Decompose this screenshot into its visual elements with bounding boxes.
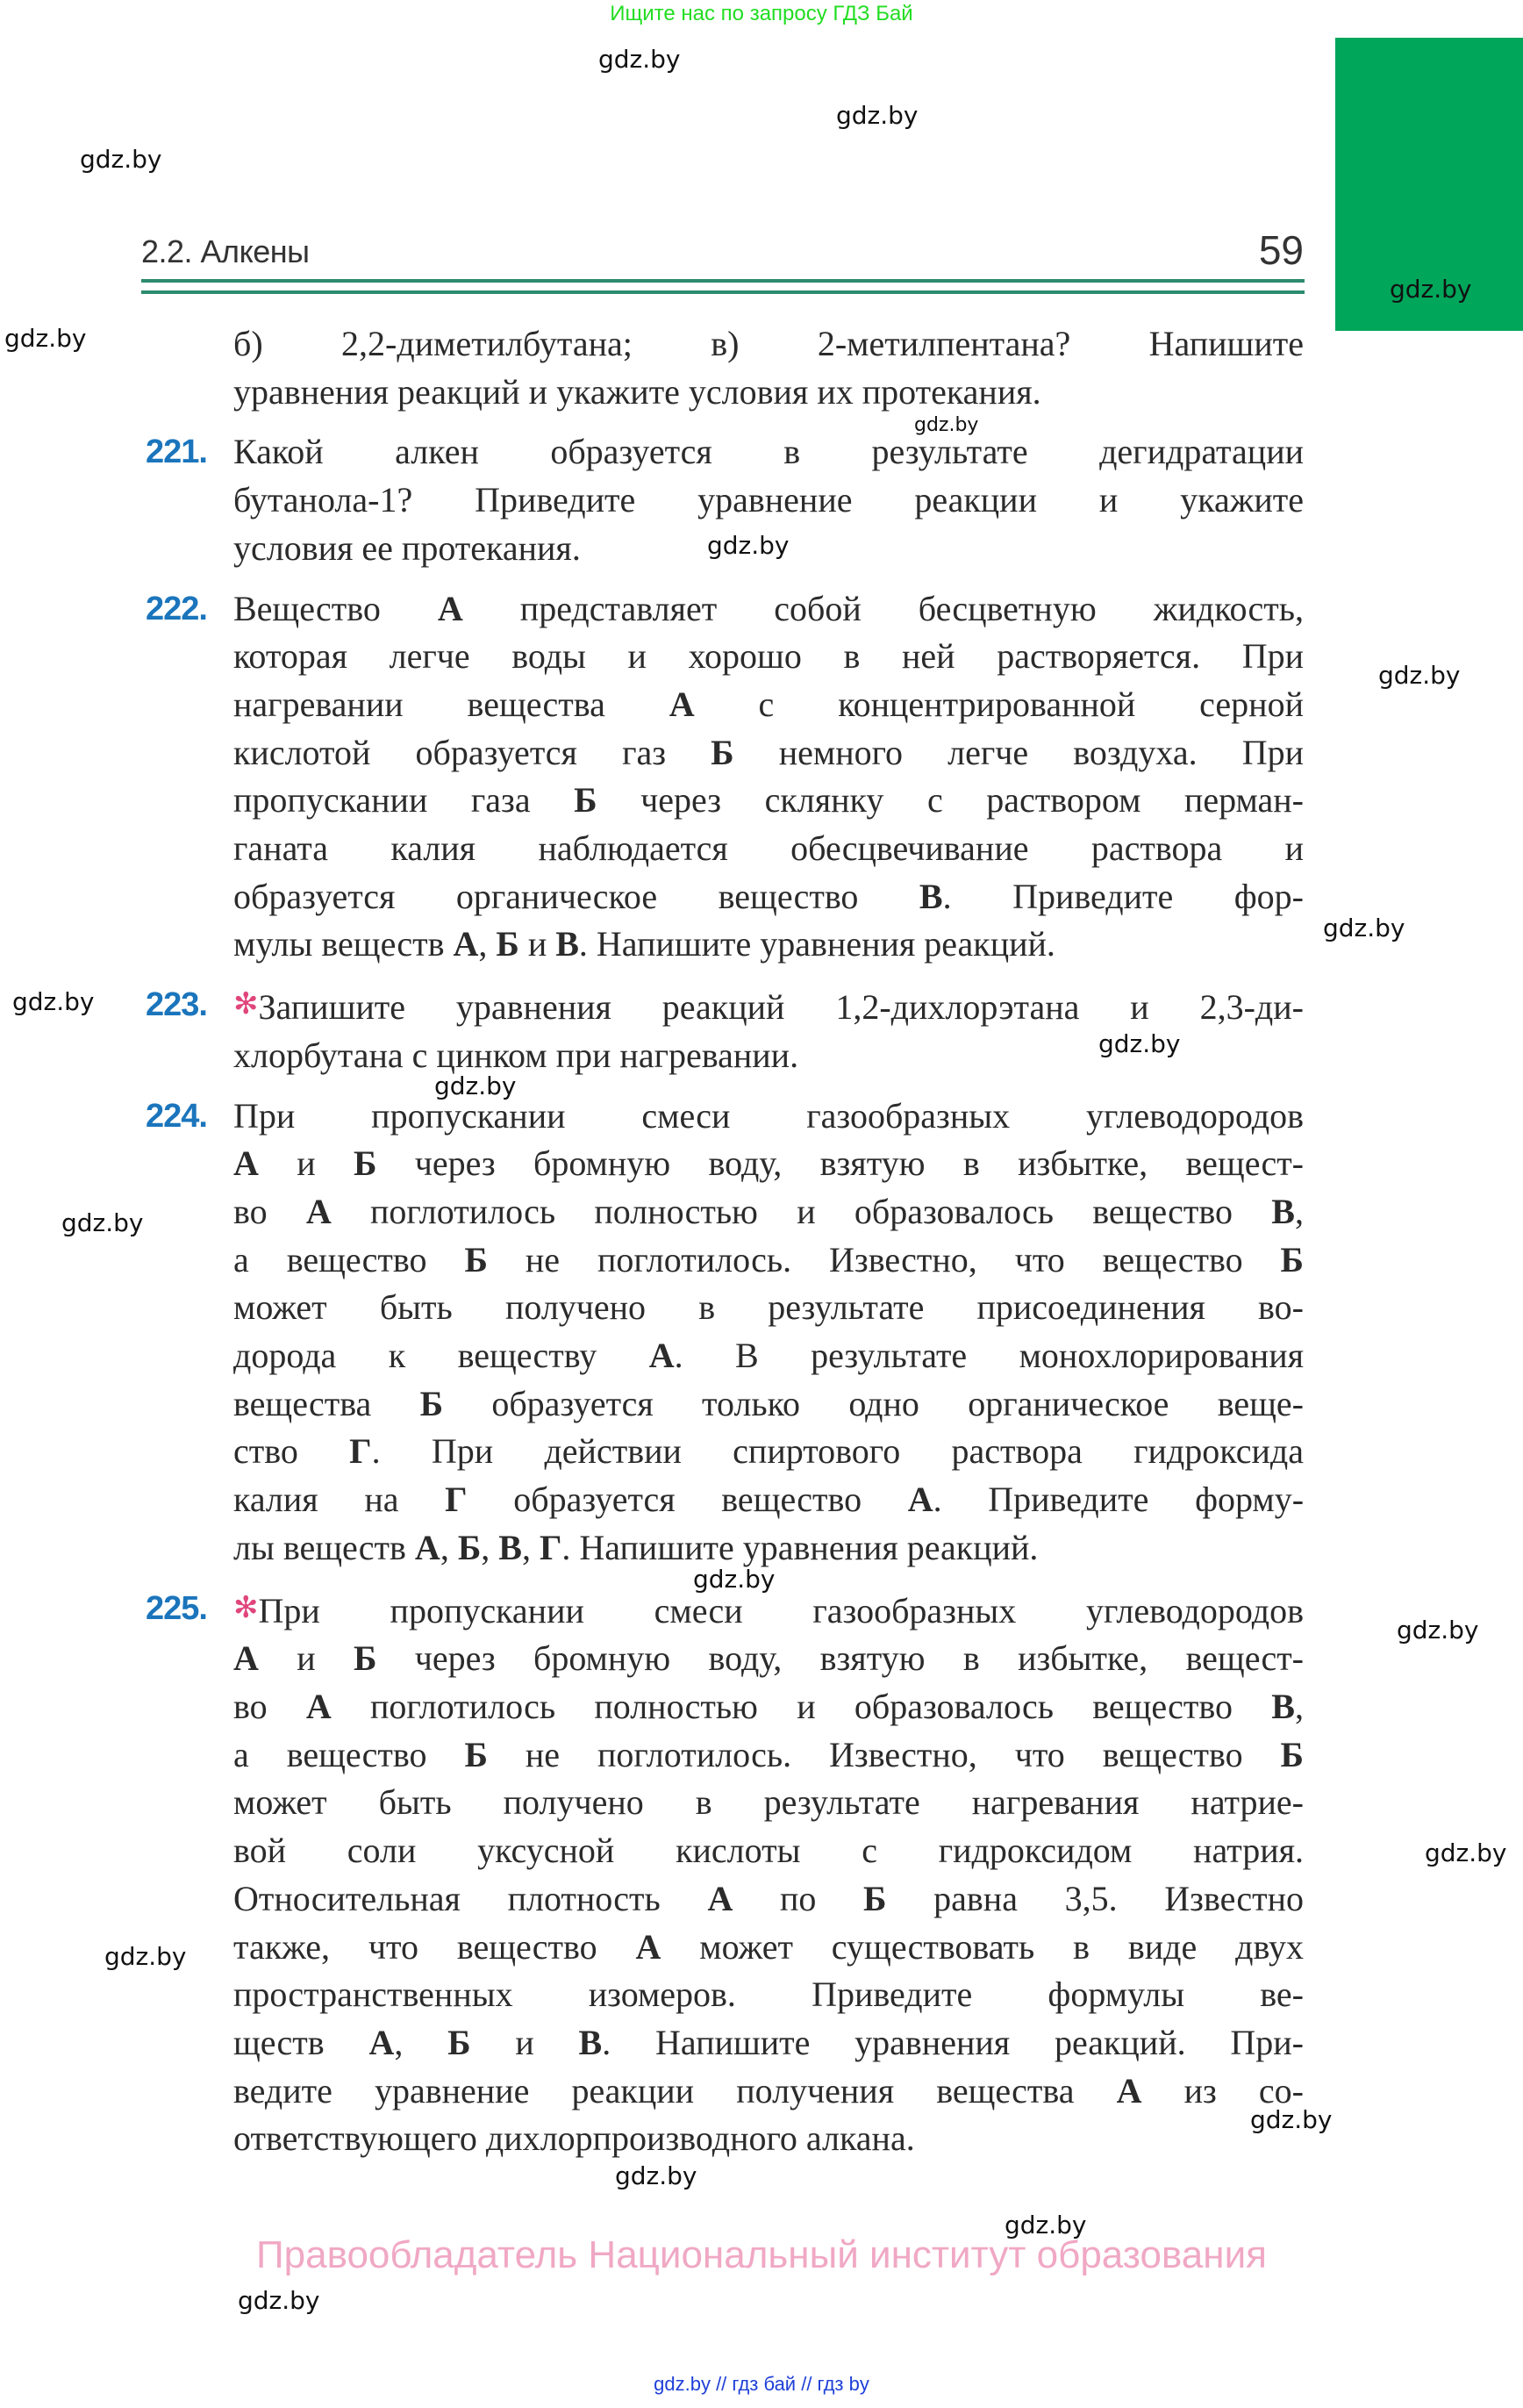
text-line: во А поглотилось полностью и образовалось вещество В, xyxy=(233,1686,1304,1726)
text-line: а вещество Б не поглотилось. Известно, что вещество Б xyxy=(233,1734,1304,1774)
copyright-notice: Правообладатель Национальный институт образования xyxy=(256,2233,1267,2276)
text-line: вой соли уксусной кислоты с гидроксидом натрия. xyxy=(233,1831,1304,1871)
text-line: пространственных изомеров. Приведите формулы ве- xyxy=(233,1974,1304,2015)
text-line: калия на Г образуется вещество А. Приведите форму- xyxy=(233,1480,1305,1520)
search-banner: Ищите нас по запросу ГДЗ Бай xyxy=(610,2,913,25)
text-line: Вещество А представляет собой бесцветную жидкость, xyxy=(233,588,1304,628)
text-line: которая легче воды и хорошо в ней растворяется. При xyxy=(233,636,1304,677)
watermark: gdz.by xyxy=(1005,2211,1087,2240)
watermark: gdz.by xyxy=(4,324,87,353)
watermark: gdz.by xyxy=(12,987,95,1016)
watermark: gdz.by xyxy=(238,2286,320,2315)
text-line: А и Б через бромную воду, взятую в избытке, вещест- xyxy=(233,1638,1305,1679)
watermark: gdz.by xyxy=(693,1565,776,1594)
header-rule-top xyxy=(141,279,1305,283)
exercise-item xyxy=(146,1585,1304,2163)
header-rule-bottom xyxy=(141,290,1305,294)
advanced-star-icon: ✻ xyxy=(233,1591,259,1624)
watermark: gdz.by xyxy=(1425,1838,1507,1867)
watermark: gdz.by xyxy=(1397,1616,1479,1645)
text-line: пропускании газа Б через склянку с раствором перман- xyxy=(233,780,1304,821)
advanced-star-icon: ✻ xyxy=(233,988,259,1021)
text-line: лы веществ А, Б, В, Г. Напишите уравнения реакций. xyxy=(233,1527,1039,1567)
text-line: может быть получено в результате присоединения во- xyxy=(233,1287,1304,1328)
text-line: также, что вещество А может существовать в виде двух xyxy=(233,1926,1304,1967)
watermark: gdz.by xyxy=(104,1942,187,1971)
text-line: кислотой образуется газ Б немного легче воздуха. При xyxy=(233,732,1305,772)
text-line: ство Г. При действии спиртового раствора гидроксида xyxy=(233,1431,1304,1472)
text-line: бутанола-1? Приведите уравнение реакции и укажите xyxy=(233,480,1304,520)
watermark: gdz.by xyxy=(80,145,162,174)
text-line: ганата калия наблюдается обесцвечивание раствора и xyxy=(233,828,1304,869)
text-line: условия ее протекания. xyxy=(233,527,581,568)
text-line: ведите уравнение реакции получения вещества А из со- xyxy=(233,2070,1304,2111)
text-line: мулы веществ А, Б и В. Напишите уравнения реакций. xyxy=(233,924,1055,964)
text-line: А и Б через бромную воду, взятую в избытке, вещест- xyxy=(233,1143,1305,1184)
text-line: может быть получено в результате нагревания натрие- xyxy=(233,1782,1304,1823)
exercise-number: 225. xyxy=(146,1589,207,1627)
text-line: образуется органическое вещество В. Приведите фор- xyxy=(233,876,1304,916)
text-line: б) 2,2-диметилбутана; в) 2-метилпентана? Напишите xyxy=(233,324,1304,363)
watermark: gdz.by xyxy=(598,45,681,74)
text-line: хлорбутана с цинком при нагревании. xyxy=(233,1035,799,1075)
text-line: дорода к веществу А. В результате монохлорирования xyxy=(233,1336,1305,1376)
exercise-number: 221. xyxy=(146,434,207,471)
watermark: gdz.by xyxy=(1378,661,1461,690)
text-line: ✻Запишите уравнения реакций 1,2-дихлорэтана и 2,3-ди- xyxy=(233,987,1304,1028)
text-line: нагревании вещества А с концентрированной серной xyxy=(233,684,1304,724)
exercise-number: 224. xyxy=(146,1097,207,1135)
watermark: gdz.by xyxy=(615,2161,697,2190)
exercise-list xyxy=(146,320,1304,2175)
section-title: 2.2. Алкены xyxy=(141,233,310,269)
watermark: gdz.by xyxy=(1098,1029,1181,1058)
exercise-number: 223. xyxy=(146,986,207,1024)
site-links[interactable]: gdz.by // гдз бай // гдз by xyxy=(654,2373,869,2395)
text-line: Относительная плотность А по Б равна 3,5. Известно xyxy=(233,1878,1304,1918)
watermark: gdz.by xyxy=(61,1208,144,1237)
watermark: gdz.by xyxy=(1323,914,1405,942)
previous-problem-continuation xyxy=(146,320,1304,416)
watermark: gdz.by xyxy=(1250,2105,1333,2134)
text-line: уравнения реакций и укажите условия их протекания. xyxy=(233,371,1041,412)
watermark: gdz.by xyxy=(914,414,979,436)
text-line: ✻При пропускании смеси газообразных углеводородов xyxy=(233,1590,1304,1630)
exercise-number: 222. xyxy=(146,590,207,627)
page-number: 59 xyxy=(1258,227,1304,273)
text-line: ответствующего дихлорпроизводного алкана. xyxy=(233,2118,915,2159)
text-line: ществ А, Б и В. Напишите уравнения реакций. При- xyxy=(233,2022,1304,2062)
text-line: а вещество Б не поглотилось. Известно, что вещество Б xyxy=(233,1239,1304,1279)
watermark: gdz.by xyxy=(836,101,919,130)
watermark: gdz.by xyxy=(434,1071,517,1100)
watermark: gdz.by xyxy=(707,531,790,560)
text-line: Какой алкен образуется в результате дегидратации xyxy=(233,432,1304,472)
watermark: gdz.by xyxy=(1390,275,1472,304)
text-line: При пропускании смеси газообразных углеводородов xyxy=(233,1095,1304,1136)
exercise-item xyxy=(146,1093,1304,1573)
text-line: во А поглотилось полностью и образовалось вещество В, xyxy=(233,1191,1304,1231)
exercise-item xyxy=(146,585,1304,970)
text-line: вещества Б образуется только одно органическое веще- xyxy=(233,1383,1304,1423)
